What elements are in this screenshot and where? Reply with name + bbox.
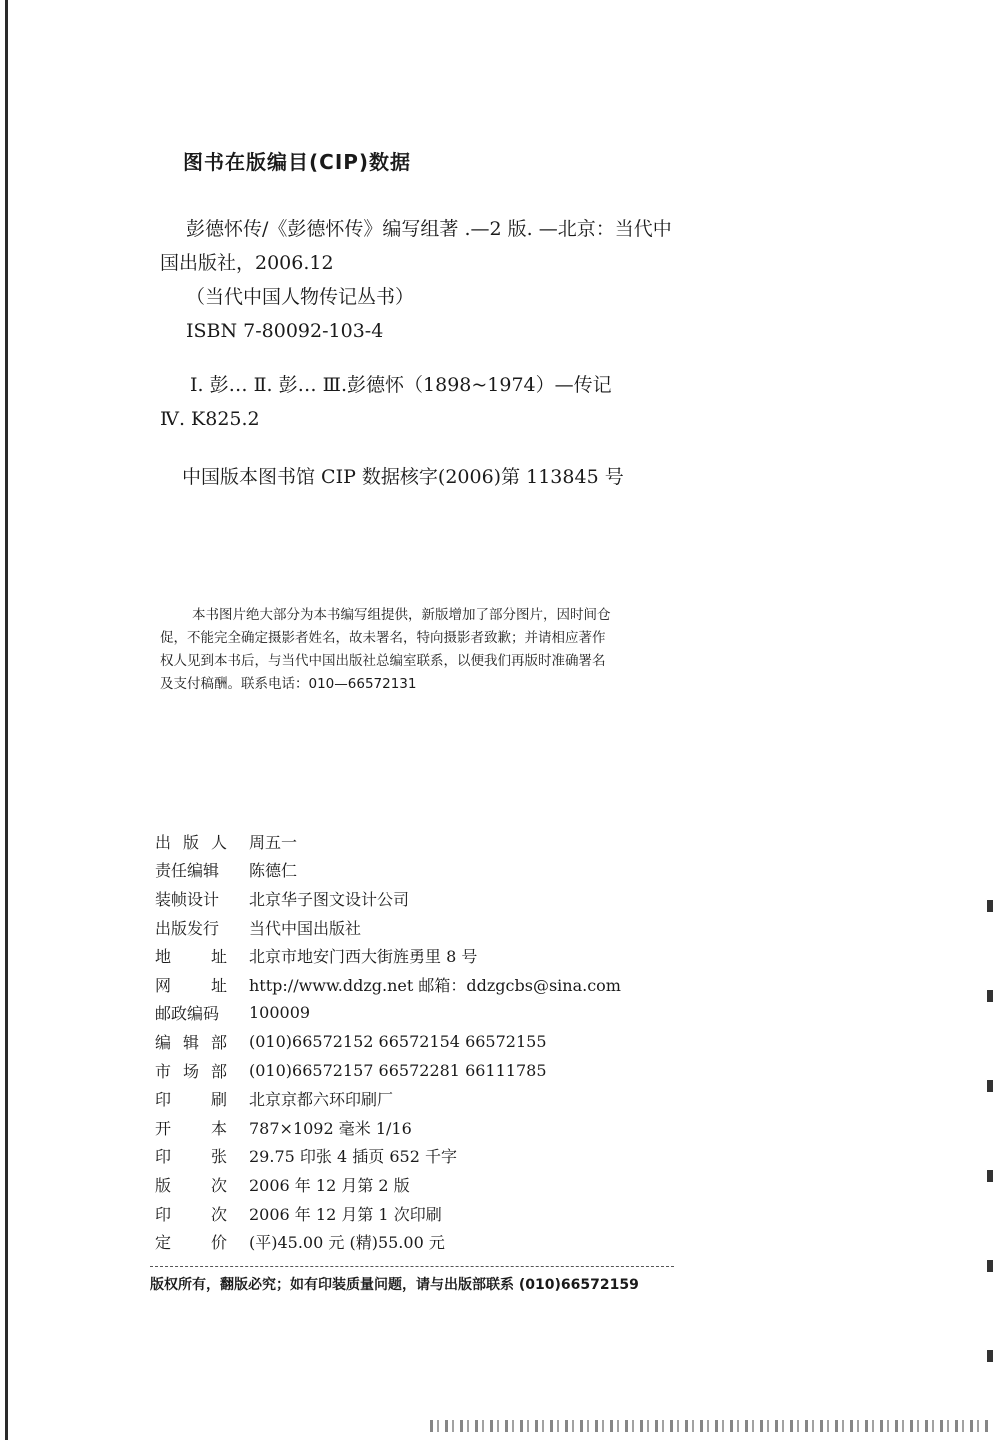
info-row [155,1227,621,1256]
info-label [155,1059,227,1082]
info-label [155,1230,227,1253]
info-row [155,884,621,913]
info-label-char: 印 [155,1090,172,1110]
photo-note [160,604,720,696]
info-row [155,970,621,999]
info-label-char: 市 [155,1061,172,1081]
info-value: (010)66572157 66572281 66111785 [249,1060,547,1080]
info-label-char: 址 [210,947,227,967]
info-row [155,913,621,942]
scan-left-edge [5,0,8,1440]
classification-line-2: Ⅳ. K825.2 [160,408,260,430]
info-label-text: 邮政编码 [155,1004,220,1024]
info-value: 当代中国出版社 [249,918,362,938]
photo-note-line-2: 促，不能完全确定摄影者姓名，故未署名，特向摄影者致歉；并请相应著作 [160,630,606,646]
info-label [155,858,249,881]
info-row [155,827,621,856]
info-label-char: 出 [155,832,172,852]
info-row [155,1056,621,1085]
classification [160,368,612,436]
info-label-char: 本 [210,1118,227,1138]
footer-divider [150,1266,674,1267]
info-row [155,1113,621,1142]
info-label [155,1030,227,1053]
info-label-char: 开 [155,1118,172,1138]
info-label-text: 出版发行 [155,918,220,938]
info-row [155,999,621,1028]
info-label [155,887,249,910]
cip-line-2: 国出版社，2006.12 [160,252,334,274]
info-label-text: 责任编辑 [155,861,220,881]
photo-note-line-3: 权人见到本书后，与当代中国出版社总编室联系，以便我们再版时准确署名 [160,653,606,669]
info-label-char: 次 [210,1175,227,1195]
info-value: 100009 [249,1003,311,1023]
info-label-char: 印 [155,1147,172,1167]
info-label [155,1116,227,1139]
info-label-char: 张 [210,1147,227,1167]
photo-note-line-1: 本书图片绝大部分为本书编写组提供，新版增加了部分图片，因时间仓 [192,607,611,623]
info-label [155,916,249,939]
classification-line-1: Ⅰ. 彭… Ⅱ. 彭… Ⅲ.彭德怀（1898~1974）—传记 [190,374,612,396]
info-label-char: 价 [210,1233,227,1253]
info-value: 29.75 印张 4 插页 652 千字 [249,1147,457,1167]
info-label-char: 人 [210,832,227,852]
info-row [155,1084,621,1113]
info-label-char: 刷 [210,1090,227,1110]
info-row [155,1142,621,1171]
info-label-char: 址 [210,975,227,995]
cip-entry [160,212,760,348]
info-label-char: 编 [155,1032,172,1052]
info-value: http://www.ddzg.net 邮箱：ddzgcbs@sina.com [249,975,621,995]
info-label [155,830,227,853]
scan-right-edge [987,860,993,1420]
info-label-char: 版 [155,1175,172,1195]
info-label-char: 部 [210,1032,227,1052]
info-row [155,941,621,970]
info-label [155,1173,227,1196]
info-value: 787×1092 毫米 1/16 [249,1118,412,1138]
cip-number: 中国版本图书馆 CIP 数据核字(2006)第 113845 号 [182,466,624,488]
info-row [155,1199,621,1228]
info-label-char: 次 [210,1204,227,1224]
scan-artifact [430,1420,990,1432]
info-label-char: 部 [210,1061,227,1081]
info-value: 陈德仁 [249,861,298,881]
info-label [155,973,227,996]
copyright-footer: 版权所有，翻版必究；如有印装质量问题，请与出版部联系 (010)66572159 [150,1277,639,1293]
info-row [155,856,621,885]
info-label [155,944,227,967]
isbn: ISBN 7-80092-103-4 [186,320,384,342]
info-label-char: 网 [155,975,172,995]
info-value: 2006 年 12 月第 1 次印刷 [249,1204,442,1224]
info-value: 2006 年 12 月第 2 版 [249,1175,410,1195]
info-label [155,1202,227,1225]
cip-line-1: 彭德怀传/《彭德怀传》编写组著 .—2 版. —北京：当代中 [186,218,672,240]
cip-heading: 图书在版编目(CIP)数据 [183,150,412,174]
info-value: (010)66572152 66572154 66572155 [249,1031,547,1051]
info-value: (平)45.00 元 (精)55.00 元 [249,1233,445,1253]
info-label-char: 地 [155,947,172,967]
publication-info [155,827,621,1256]
info-label-char: 辑 [182,1032,199,1052]
info-value: 北京京都六环印刷厂 [249,1090,394,1110]
photo-note-line-4: 及支付稿酬。联系电话：010—66572131 [160,676,417,692]
info-label [155,1001,249,1024]
info-label-char: 场 [182,1061,199,1081]
info-value: 北京市地安门西大街旌勇里 8 号 [249,947,478,967]
info-label-char: 版 [182,832,199,852]
cip-line-3: （当代中国人物传记丛书） [186,286,415,308]
info-value: 北京华子图文设计公司 [249,889,410,909]
info-value: 周五一 [249,832,298,852]
info-label-char: 印 [155,1204,172,1224]
info-label [155,1087,227,1110]
info-label-char: 定 [155,1233,172,1253]
info-row [155,1170,621,1199]
info-label-text: 装帧设计 [155,889,220,909]
info-row [155,1027,621,1056]
info-label [155,1144,227,1167]
